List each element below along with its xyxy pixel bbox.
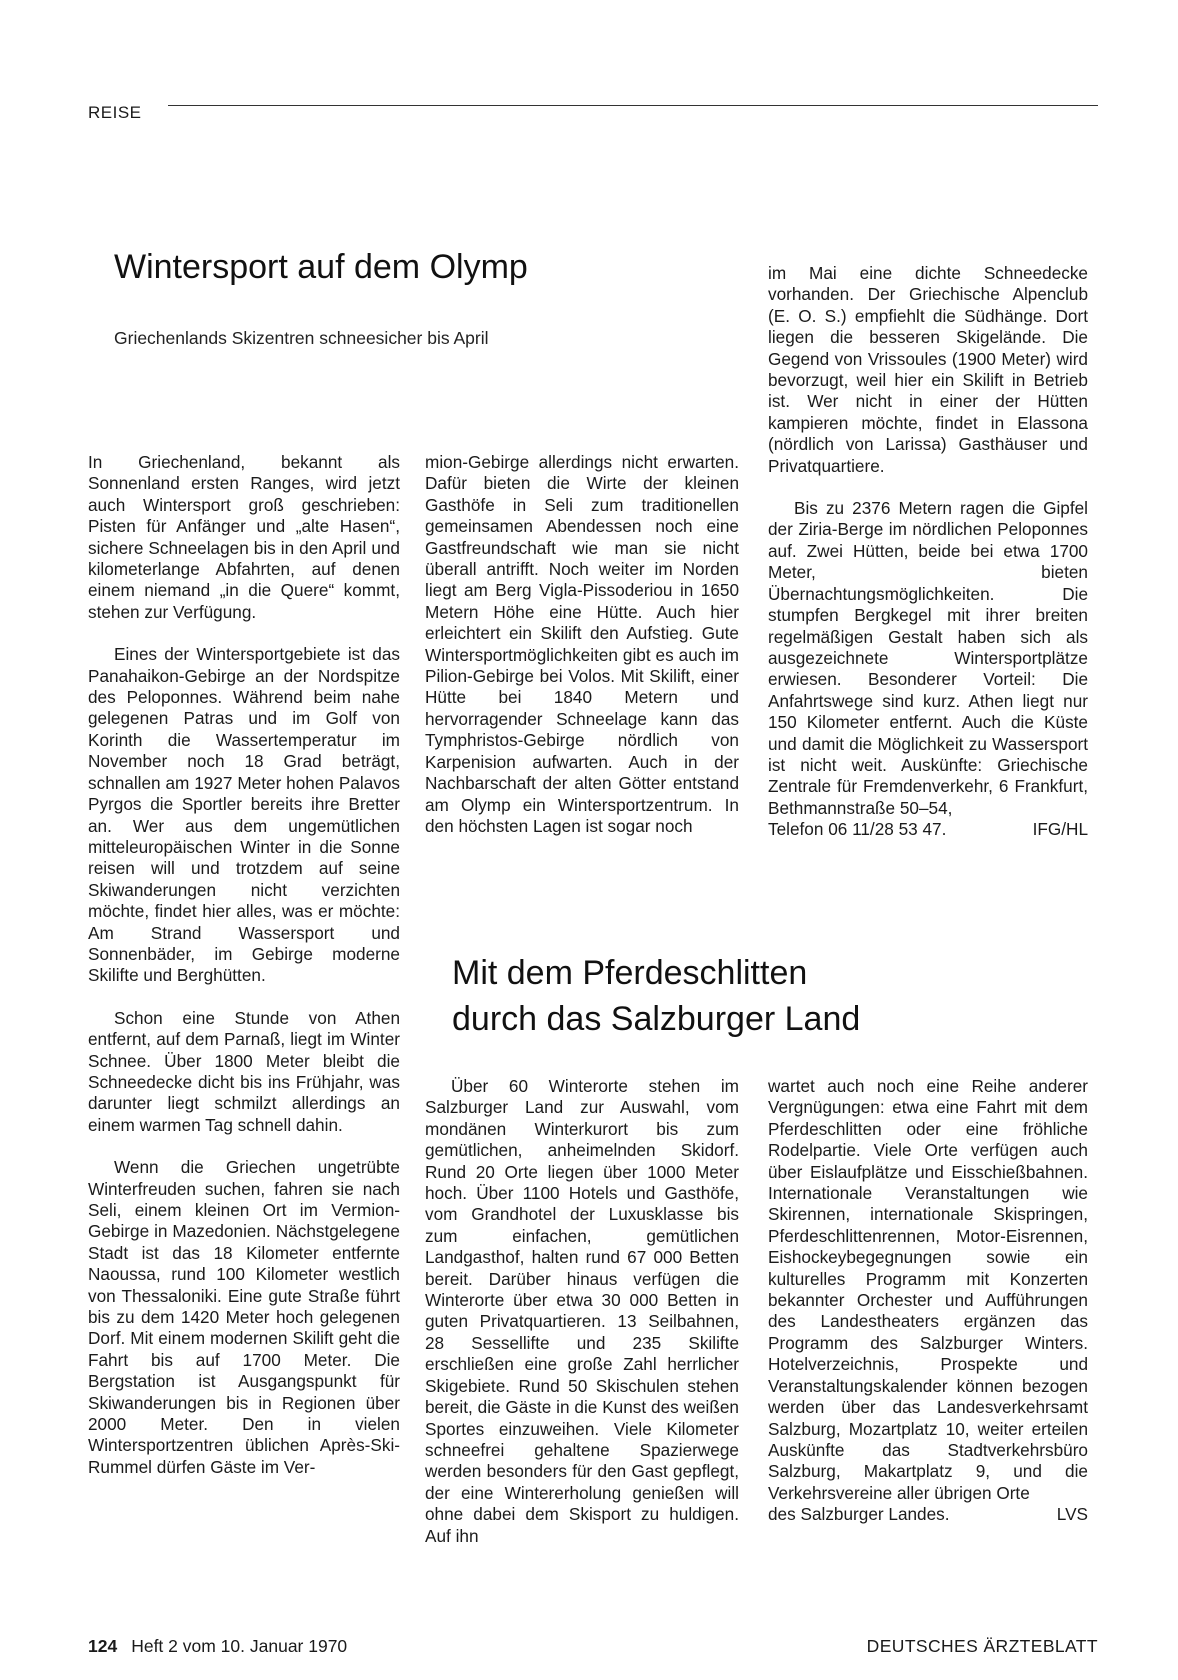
paragraph: wartet auch noch eine Reihe anderer Vergnügungen: etwa eine Fahrt mit dem Pferdeschlitten oder eine fröhliche Rodelpartie. Viele Orte verfügen auch über Eislaufplätze und Eisschießbahnen. Internationale Veranstaltungen wie Skirennen, internationale Skispringen, Pferdeschlittenrennen, Motor-Eisrennen, Eishockeybegegnungen sowie ein kulturelles Programm mit Konzerten bekannter Orchester und Aufführungen des Landestheaters ergänzen das Programm des Salzburger Winters. Hotelverzeichnis, Prospekte und Veranstaltungskalender können bezogen werden über das Landesverkehrsamt Salzburg, Mozartplatz 10, weiter erteilen Auskünfte das Stadtverkehrsbüro Salzburg, Makartplatz 9, und die Verkehrsvereine aller übrigen Orte bbox=[768, 1076, 1088, 1503]
article2-column-1 bbox=[425, 1076, 739, 1547]
paragraph: Über 60 Winterorte stehen im Salzburger Land zur Auswahl, vom mondänen Winterkurort bis zum gemütlichen, anheimelnden Skidorf. Rund 20 Orte liegen über 1000 Meter hoch. Über 1100 Hotels und Gasthöfe, vom Grandhotel der Luxusklasse bis zum einfachen, gemütlichen Landgasthof, halten rund 67 000 Betten bereit. Darüber hinaus verfügen die Winterorte über etwa 30 000 Betten in guten Privatquartieren. 13 Seilbahnen, 28 Sessellifte und 235 Skilifte erschließen eine große Zahl herrlicher Skigebiete. Rund 50 Skischulen stehen bereit, die Gäste in die Kunst des weißen Sportes einzuweihen. Viele Kilometer schneefrei gehaltene Spazierwege werden besonders für den Gast gepflegt, der eine Wintererholung genießen will ohne dabei dem Skisport zu huldigen. Auf ihn bbox=[425, 1076, 739, 1546]
paragraph: im Mai eine dichte Schneedecke vorhanden. Der Griechische Alpenclub (E. O. S.) empfiehlt die Südhänge. Dort liegen die besseren Skigelände. Die Gegend von Vrissoules (1900 Meter) wird bevorzugt, weil hier ein Skilift in Betrieb ist. Wer nicht in einer der Hütten kampieren möchte, findet in Elassona (nördlich von Larissa) Gasthäuser und Privatquartiere. bbox=[768, 263, 1088, 476]
article2-title-line-1: Mit dem Pferdeschlitten bbox=[452, 954, 808, 992]
closing-text: des Salzburger Landes. bbox=[768, 1504, 950, 1525]
article1-column-2 bbox=[425, 452, 739, 837]
signature-line bbox=[768, 1504, 1088, 1525]
header-rule bbox=[168, 105, 1098, 106]
paragraph: Wenn die Griechen ungetrübte Winterfreuden suchen, fahren sie nach Seli, einem kleinen Ort im Vermion-Gebirge in Mazedonien. Nächstgelegene Stadt ist das 18 Kilometer entfernte Naoussa, rund 100 Kilometer westlich von Thessaloniki. Eine gute Straße führt bis zu dem 1420 Meter hoch gelegenen Dorf. Mit einem modernen Skilift geht die Fahrt bis auf 1700 Meter. Die Bergstation ist Ausgangspunkt für Skiwanderungen bis in Regionen über 2000 Meter. Den in vielen Wintersportzentren üblichen Après-Ski-Rummel dürfen Gäste im Ver- bbox=[88, 1157, 400, 1477]
article2-title-line-2: durch das Salzburger Land bbox=[452, 1000, 861, 1038]
signature-line bbox=[768, 819, 1088, 840]
article-title: Wintersport auf dem Olymp bbox=[114, 248, 528, 286]
paragraph: mion-Gebirge allerdings nicht erwarten. Dafür bieten die Wirte der kleinen Gasthöfe in Seli zum traditionellen gemeinsamen Abendessen noch eine Gastfreundschaft wie man sie nicht überall antrifft. Noch weiter im Norden liegt am Berg Vigla-Pissoderiou in 1650 Metern Höhe eine Hütte. Auch hier erleichtert ein Skilift den Aufstieg. Gute Wintersportmöglichkeiten gibt es auch im Pilion-Gebirge bei Volos. Mit Skilift, einer Hütte bei 1840 Metern und hervorragender Schneelage kann das Tymphristos-Gebirge nördlich von Karpenision aufwarten. Auch in der Nachbarschaft der alten Götter entstand am Olymp ein Wintersportzentrum. In den höchsten Lagen ist sogar noch bbox=[425, 452, 739, 836]
paragraph: Schon eine Stunde von Athen entfernt, auf dem Parnaß, liegt im Winter Schnee. Über 1800 Meter bleibt die Schneedecke dicht bis ins Frühjahr, was darunter liegt schmilzt allerdings an einem warmen Tag schnell dahin. bbox=[88, 1007, 400, 1135]
issue-date: Heft 2 vom 10. Januar 1970 bbox=[131, 1636, 348, 1656]
contact-phone: Telefon 06 11/28 53 47. bbox=[768, 819, 947, 840]
paragraph: Bis zu 2376 Metern ragen die Gipfel der Ziria-Berge im nördlichen Peloponnes auf. Zwei Hütten, beide bei etwa 1700 Meter, bieten Übernachtungsmöglichkeiten. Die stumpfen Bergkegel mit ihrer breiten regelmäßigen Gestalt haben sich als ausgezeichnete Wintersportplätze erwiesen. Besonderer Vorteil: Die Anfahrtswege sind kurz. Athen liegt nur 150 Kilometer entfernt. Auch die Küste und damit die Möglichkeit zu Wassersport ist nicht weit. Auskünfte: Griechische Zentrale für Fremdenverkehr, 6 Frankfurt, Bethmannstraße 50–54, bbox=[768, 498, 1088, 818]
paragraph: In Griechenland, bekannt als Sonnenland ersten Ranges, wird jetzt auch Wintersport groß geschrieben: Pisten für Anfänger und „alte Hasen“, sichere Schneelagen bis in den April und kilometerlange Abfahrten, auf denen einem niemand „in die Quere“ kommt, stehen zur Verfügung. bbox=[88, 452, 400, 622]
article2-column-2 bbox=[768, 1076, 1088, 1526]
publication-name: DEUTSCHES ÄRZTEBLATT bbox=[866, 1636, 1098, 1656]
author-signature: LVS bbox=[1056, 1504, 1088, 1525]
author-signature: IFG/HL bbox=[1032, 819, 1088, 840]
page-number: 124 bbox=[88, 1636, 118, 1656]
article1-column-3 bbox=[768, 263, 1088, 841]
article1-column-1 bbox=[88, 452, 400, 1478]
section-rubric: REISE bbox=[88, 103, 142, 122]
paragraph: Eines der Wintersportgebiete ist das Panahaikon-Gebirge an der Nordspitze des Peloponnes. Während beim nahe gelegenen Patras und im Golf von Korinth die Wassertemperatur im November noch 18 Grad beträgt, schnallen am 1927 Meter hohen Palavos Pyrgos die Sportler bereits ihre Bretter an. Wer aus dem ungemütlichen mitteleuropäischen Winter in die Sonne reisen will und trotzdem auf seine Skiwanderungen nicht verzichten möchte, findet hier alles, was er möchte: Am Strand Wassersport und Sonnenbäder, im Gebirge moderne Skilifte und Berghütten. bbox=[88, 644, 400, 986]
article-subtitle: Griechenlands Skizentren schneesicher bis April bbox=[114, 328, 489, 348]
footer-issue-info bbox=[88, 1636, 347, 1657]
